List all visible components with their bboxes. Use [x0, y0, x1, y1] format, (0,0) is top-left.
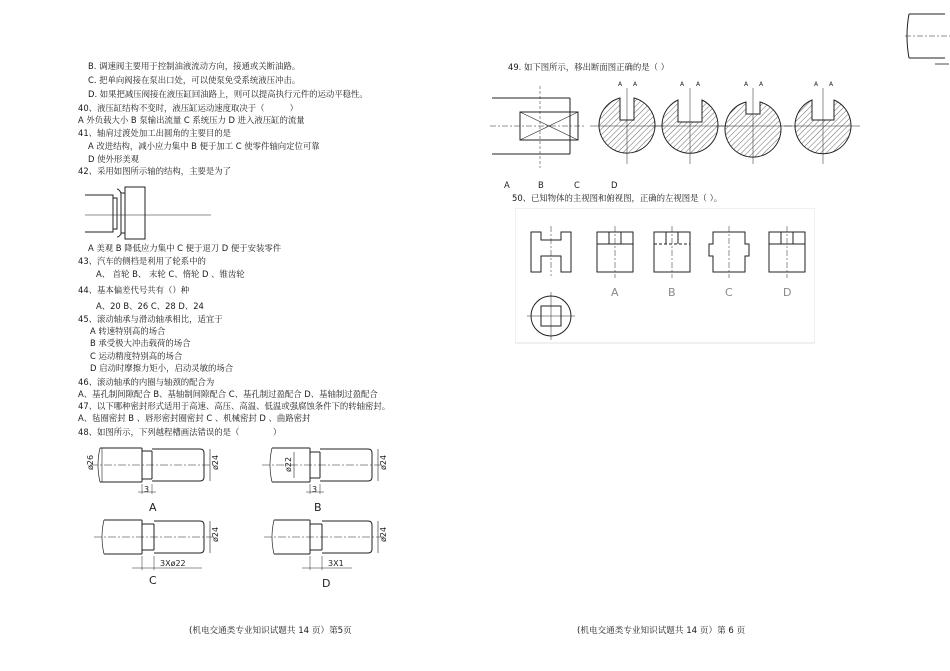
option-label: C: [149, 574, 157, 587]
corner-partial-figure: [905, 8, 950, 68]
text-line: B 承受极大冲击载荷的场合: [90, 338, 191, 348]
footer-left: (机电交通类专业知识试题共 14 页）第5页: [189, 626, 352, 636]
question-41: 41、轴肩过渡处加工出圆角的主要目的是: [78, 128, 232, 138]
section-mark: A: [618, 81, 623, 88]
text-line: C 运动精度特别高的场合: [90, 351, 183, 361]
dimension-label: 3X1: [328, 559, 344, 568]
dimension-label: 3: [144, 485, 150, 494]
text-line: A 转速特别高的场合: [90, 326, 166, 336]
text-line: D 使外形美观: [88, 154, 139, 164]
text-line: A 改进结构，减小应力集中 B 便于加工 C 使零件轴向定位可靠: [88, 141, 320, 151]
option-label: C: [725, 286, 733, 299]
text-line: C. 把单向阀接在泵出口处，可以使泵免受系统液压冲击。: [88, 75, 301, 85]
dimension-label: ø26: [86, 454, 95, 470]
option-label: B: [314, 501, 322, 514]
section-mark: A: [814, 81, 819, 88]
dimension-label: ø22: [284, 456, 293, 472]
dimension-label: ø24: [379, 526, 388, 542]
dimension-label: ø24: [211, 454, 220, 470]
dimension-label: ø24: [379, 454, 388, 470]
dimension-label: ø24: [211, 526, 220, 542]
option-label: D: [322, 577, 331, 590]
question-43: 43、汽车的侧档是利用了轮系中的: [78, 256, 206, 266]
option-label: B: [668, 286, 676, 299]
text-line: A、20 B、26 C、28 D、24: [96, 301, 204, 311]
question-46: 46、滚动轴承的内圈与轴颈的配合为: [78, 377, 215, 387]
section-mark: A: [633, 81, 638, 88]
text-line: A、 首轮 B、 末轮 C、惰轮 D 、锥齿轮: [96, 269, 245, 279]
question-50: 50、已知物体的主视图和俯视图，正确的左视图是（ ）。: [512, 193, 723, 203]
section-mark: A: [759, 81, 764, 88]
footer-right: (机电交通类专业知识试题共 14 页）第 6 页: [577, 626, 746, 636]
option-label: A: [504, 180, 510, 190]
option-label: C: [574, 180, 580, 190]
dimension-label: 3Xø22: [160, 559, 186, 568]
question-44: 44、基本偏差代号共有（）种: [78, 285, 190, 295]
section-mark: A: [680, 81, 685, 88]
text-line: A 美观 B 降低应力集中 C 便于退刀 D 便于安装零件: [88, 243, 282, 253]
option-label: A: [149, 501, 157, 514]
text-line: D. 如果把减压阀接在液压缸回油路上，则可以提高执行元件的运动平稳性。: [88, 89, 368, 99]
option-label: D: [611, 180, 618, 190]
section-mark: A: [744, 81, 749, 88]
text-line: D 启动时摩擦力矩小，启动灵敏的场合: [90, 363, 234, 373]
dimension-label: 3: [312, 485, 318, 494]
text-line: A、基孔制间隙配合 B、基轴制间隙配合 C、基孔制过盈配合 D、基轴制过盈配合: [78, 389, 378, 399]
q49-section-figures: [490, 76, 860, 176]
q50-view-figures: [515, 208, 815, 348]
question-49: 49. 如下图所示，移出断面图正确的是（ ）: [508, 62, 670, 72]
question-45: 45、滚动轴承与滑动轴承相比，适宜于: [78, 314, 223, 324]
text-line: A、毡圈密封 B 、唇形密封圈密封 C 、机械密封 D 、曲路密封: [78, 413, 311, 423]
question-48: 48、如图所示，下列越程槽画法错误的是（ ）: [78, 427, 282, 437]
text-line: B. 调速阀主要用于控制油液流动方向，接通或关断油路。: [88, 61, 301, 71]
option-label: A: [611, 286, 619, 299]
section-mark: A: [829, 81, 834, 88]
option-label: B: [538, 180, 544, 190]
q48-groove-figures: [82, 440, 442, 592]
question-40: 40、液压缸结构不变时，液压缸运动速度取决于（ ）: [78, 103, 299, 113]
option-label: D: [783, 286, 792, 299]
question-47: 47、以下哪种密封形式适用于高速、高压、高温、低温或强腐蚀条件下的转轴密封。: [78, 401, 391, 411]
text-line: A 外负载大小 B 泵输出流量 C 系统压力 D 进入液压缸的流量: [78, 115, 305, 125]
section-mark: A: [696, 81, 701, 88]
q42-shaft-figure: [83, 185, 213, 240]
question-42: 42、采用如图所示轴的结构，主要是为了: [78, 166, 232, 176]
